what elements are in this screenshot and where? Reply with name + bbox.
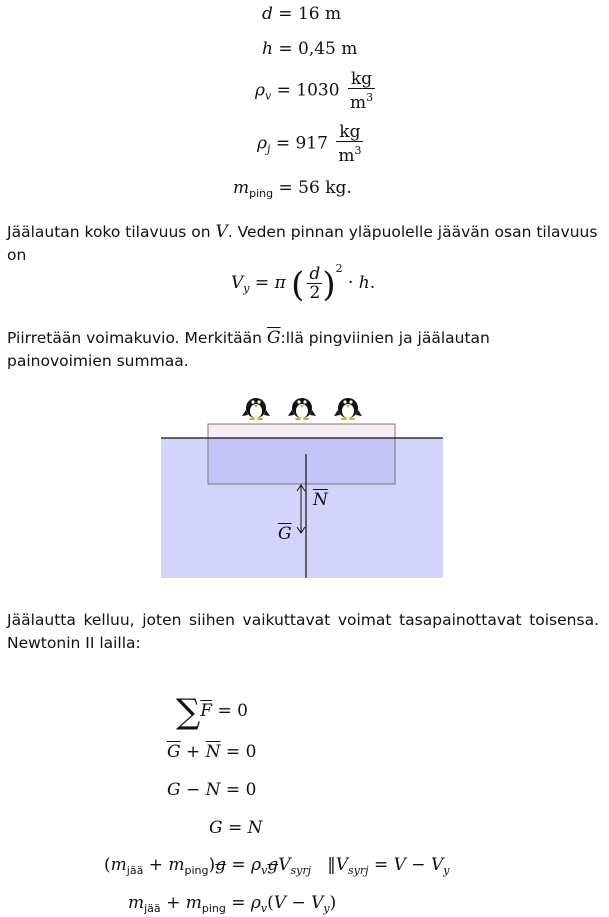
- equation-g-plus-n: $\overline{G} + \overline{N} = 0$: [167, 742, 257, 762]
- force-diagram: [150, 388, 450, 583]
- ice-floe-above: [208, 424, 395, 438]
- equation-g-equals-n: G = N: [209, 818, 263, 838]
- given-rho-j: $\rho_j = 917$ $\frac{kg}{m^3}$: [257, 122, 362, 166]
- equation-vy: $V_y = \pi$ ( $\frac{d}{2}$ )$^2$ · h.: [231, 262, 376, 305]
- equation-mass: $m_{jää} + m_{ping} = \rho_v(V - V_y)$: [128, 893, 337, 915]
- given-m-ping: $m_{ping} = 56$ kg.: [233, 178, 352, 200]
- penguin-icon: [334, 398, 362, 420]
- given-h: h = 0,45 m: [262, 39, 358, 59]
- label-n: $\overline{N}$: [313, 490, 328, 510]
- paragraph-force-diagram: Piirretään voimakuvio. Merkitään $\overline{G}:llä$ pingviinien ja jäälautan painovoimien summaa.: [7, 328, 490, 370]
- given-rho-v: $\rho_v = 1030$ $\frac{kg}{m^3}$: [255, 69, 374, 113]
- penguin-icon: [242, 398, 270, 420]
- ice-floe-submerged: [208, 438, 395, 484]
- penguin-icon: [288, 398, 316, 420]
- equation-g-minus-n: G − N = 0: [167, 780, 257, 800]
- paragraph-equilibrium: Jäälautta kelluu, joten siihen vaikuttavat voimat tasapainottavat toisensa. Newtonin II lailla:: [7, 611, 599, 652]
- given-d: d = 16 m: [262, 4, 342, 24]
- label-g: $\overline{G}$: [278, 524, 292, 544]
- equation-sum-f: $\sum\overline{F} = 0$: [176, 692, 248, 732]
- equation-mass-gravity: $(m_{jää} + m_{ping})g = \rho_vgV_{syrj}$ $‖V_{syrj} = V - V_y$: [104, 855, 450, 877]
- paragraph-volume: Jäälautan koko tilavuus on V. Veden pinnan yläpuolelle jäävän osan tilavuus on: [7, 222, 598, 264]
